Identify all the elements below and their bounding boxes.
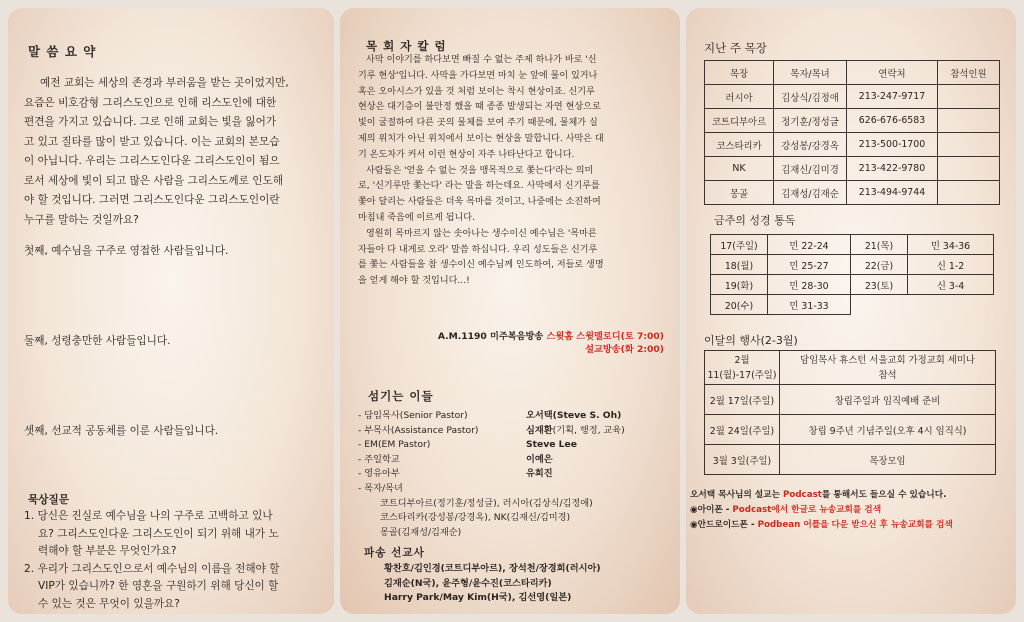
missionary-line: 황찬호/김인경(코트디부아르), 장석천/장경희(러시아) [384, 563, 601, 574]
sermon-line: 편견을 가지고 있습니다. 그로 인해 교회는 빛을 잃어가 [24, 116, 277, 128]
question-line: 력해야 할 부분은 무엇인가요? [38, 545, 177, 557]
question-line: 2. 우리가 그리스도인으로서 예수님의 이름을 전해야 할 [24, 562, 280, 575]
events-table [704, 350, 996, 475]
staff-row: - 부목사(Assistance Pastor) 심재환 (기획, 행정, 교육) [358, 424, 625, 436]
missionaries-title: 파송 선교사 [364, 547, 425, 559]
reading-title: 금주의 성경 통독 [714, 214, 796, 227]
table-header: 연락처 [847, 61, 938, 85]
sermon-line: 고 있고 질타를 많이 받고 있습니다. 이는 교회의 본모습 [24, 135, 280, 148]
table-row: 코트디부아르 정기훈/정성글 626-676-6583 [705, 109, 1000, 133]
table-row: 18(월) 민 25-27 22(금) 신 1-2 [711, 255, 994, 275]
question-line: 요? 그리스도인다운 그리스도인이 되기 위해 내가 노 [38, 527, 279, 540]
question-line: 수 있는 것은 무엇이 있을까요? [38, 597, 180, 610]
questions-list [24, 508, 332, 613]
column-text [358, 53, 668, 290]
missionary-line: Harry Park/May Kim(H국), 김선영(일본) [384, 592, 572, 603]
sermon-line: 야 할 것입니다. 그러면 그리스도인다운 그리스도인이란 [24, 194, 280, 206]
sermon-line: 누구를 말하는 것일까요? [24, 213, 139, 226]
broadcast-sermon: 설교방송 [585, 344, 621, 355]
missionaries-list [384, 562, 601, 606]
column-line: 영원히 목마르지 않는 솟아나는 생수이신 예수님은 '목마른 [366, 228, 597, 239]
sermon-point-2: 둘째, 성령충만한 사람들입니다. [24, 335, 171, 347]
sermon-line: 이 아닙니다. 우리는 그리스도인다운 그리스도인이 됨으 [24, 155, 280, 167]
column-title: 목 회 자 칼 럼 [366, 39, 447, 53]
table-row: 코스타리카 강성봉/강경옥 213-500-1700 [705, 133, 1000, 157]
elders-label: - 목자/목녀 [358, 482, 403, 494]
column-panel [340, 8, 680, 614]
table-row: 2월 11(월)-17(주일) 담임목사 휴스턴 서울교회 가정교회 세미나 참석 [705, 351, 996, 385]
table-header: 참석인원 [938, 61, 1000, 85]
column-line: 사막 이야기를 하다보면 빠질 수 없는 주제 하나가 바로 '신 [366, 55, 597, 65]
sermon-panel [8, 8, 334, 614]
sermon-line: 로서 세상에 빛이 되고 많은 사람을 그리스도께로 인도해 [24, 174, 283, 187]
questions-title: 묵상질문 [28, 494, 69, 506]
sermon-point-3: 셋째, 선교적 공동체를 이룬 사람들입니다. [24, 425, 219, 437]
info-panel [686, 8, 1016, 614]
column-line: 을 얻게 해야 할 것입니다...! [358, 276, 470, 287]
column-line: 기 온도차가 커서 이런 현상이 자주 나타난다고 합니다. [358, 149, 575, 160]
column-line: 로, '신기루만 쫓는다' 라는 말을 하는데요. 사막에서 신기루를 [358, 181, 600, 192]
table-row: 러시아 김상식/김정애 213-247-9717 [705, 85, 1000, 109]
column-line: 혹은 오아시스가 있을 것 처럼 보이는 착시 현상이죠. 신기루 [358, 86, 595, 97]
sermon-title: 말 씀 요 약 [28, 44, 97, 59]
question-line: 1. 당신은 진실로 예수님을 나의 구주로 고백하고 있나 [24, 510, 273, 522]
staff-list [358, 409, 674, 540]
table-row: 20(수) 민 31-33 [711, 295, 994, 315]
missionary-line: 김재순(N국), 윤주형/윤수진(코스타리카) [384, 577, 552, 589]
column-line: 자들아 다 내게로 오라' 말씀 하십니다. 우리 성도들은 신기루 [358, 244, 598, 255]
staff-row: - EM(EM Pastor) Steve Lee [358, 439, 577, 451]
staff-row: - 주일학교 이예은 [358, 453, 553, 465]
table-row: 2월 24일(주일) 창립 9주년 기념주일(오후 4시 임직식) [705, 415, 996, 445]
table-header-row [705, 61, 1000, 85]
table-header: 목장 [705, 61, 774, 85]
table-row: 3월 3일(주일) 목장모임 [705, 445, 996, 475]
attendance-title: 지난 주 목장 [704, 41, 767, 55]
table-row: NK 김재신/김미경 213-422-9780 [705, 157, 1000, 181]
elders-line: 코스타리카(강성봉/강경옥), NK(김재신/김미경) [380, 512, 571, 524]
staff-row: - 영유아부 유희진 [358, 468, 553, 480]
staff-row: - 담임목사(Senior Pastor) 오서택(Steve S. Oh) [358, 410, 622, 421]
column-line: 마침내 죽음에 이르게 됩니다. [358, 212, 475, 223]
table-row: 2월 17일(주일) 창립주일과 임직예배 준비 [705, 385, 996, 415]
column-line: 를 쫓는 사람들을 참 생수이신 예수님께 인도하여, 저들로 생명 [358, 260, 604, 271]
broadcast-time: (토 7:00) [620, 331, 664, 342]
broadcast-sermon-time: (화 2:00) [620, 344, 664, 355]
sermon-line: 예전 교회는 세상의 존경과 부러움을 받는 곳이었지만, [40, 77, 289, 89]
attendance-table [704, 60, 1000, 205]
events-title: 이달의 행사(2-3월) [704, 334, 798, 347]
sermon-line: 요즘은 비호감형 그리스도인으로 인해 리스도인에 대한 [24, 96, 277, 109]
elders-line: 몽골(김재성/김재순) [380, 526, 462, 538]
staff-title: 섬기는 이들 [368, 389, 434, 403]
broadcast-program: 스윗홈 스윗멜로디 [546, 331, 621, 342]
podcast-info: 오서택 목사님의 설교는 Podcast를 통해서도 들으실 수 있습니다. ◉아이폰 - Podcast에서 한글로 뉴송교회를 검색 ◉안드로이드폰 - Podbean 어플을 다운 받으신 후 뉴송교회를 검색 [690, 490, 953, 530]
table-row: 17(주일) 민 22-24 21(목) 민 34-36 [711, 235, 994, 255]
elders-line: 코트디부아르(정기훈/정성글), 러시아(김상식/김정애) [380, 497, 593, 509]
column-line: 사람들은 '얻을 수 없는 것을 맹목적으로 쫓는다'라는 의미 [366, 165, 594, 176]
column-line: 기루 현상'입니다. 사막을 가다보면 마치 눈 앞에 물이 있거나 [358, 70, 598, 81]
sermon-summary [24, 74, 330, 230]
question-line: VIP가 있습니까? 한 영혼을 구원하기 위해 당신이 할 [38, 580, 279, 592]
reading-table [710, 234, 994, 315]
column-line: 빛이 굴절하여 다른 곳의 물체를 보여 주기 때문에, 물체가 실 [358, 118, 598, 129]
broadcast-info [438, 330, 664, 356]
column-line: 쫓아 달리는 사람들은 더욱 목마를 것이고, 나중에는 소진하여 [358, 197, 601, 208]
sermon-point-1: 첫째, 예수님을 구주로 영접한 사람들입니다. [24, 245, 229, 257]
table-header: 목자/목녀 [774, 61, 847, 85]
column-line: 제의 위치가 아닌 위치에서 보이는 현상을 말합니다. 사막은 대 [358, 133, 604, 144]
broadcast-station: A.M.1190 미주복음방송 [437, 331, 547, 342]
table-row: 몽골 김재성/김재순 213-494-9744 [705, 181, 1000, 205]
column-line: 현상은 대기층이 불안정 했을 때 종종 발생되는 자연 현상으로 [358, 102, 601, 113]
table-row: 19(화) 민 28-30 23(토) 신 3-4 [711, 275, 994, 295]
